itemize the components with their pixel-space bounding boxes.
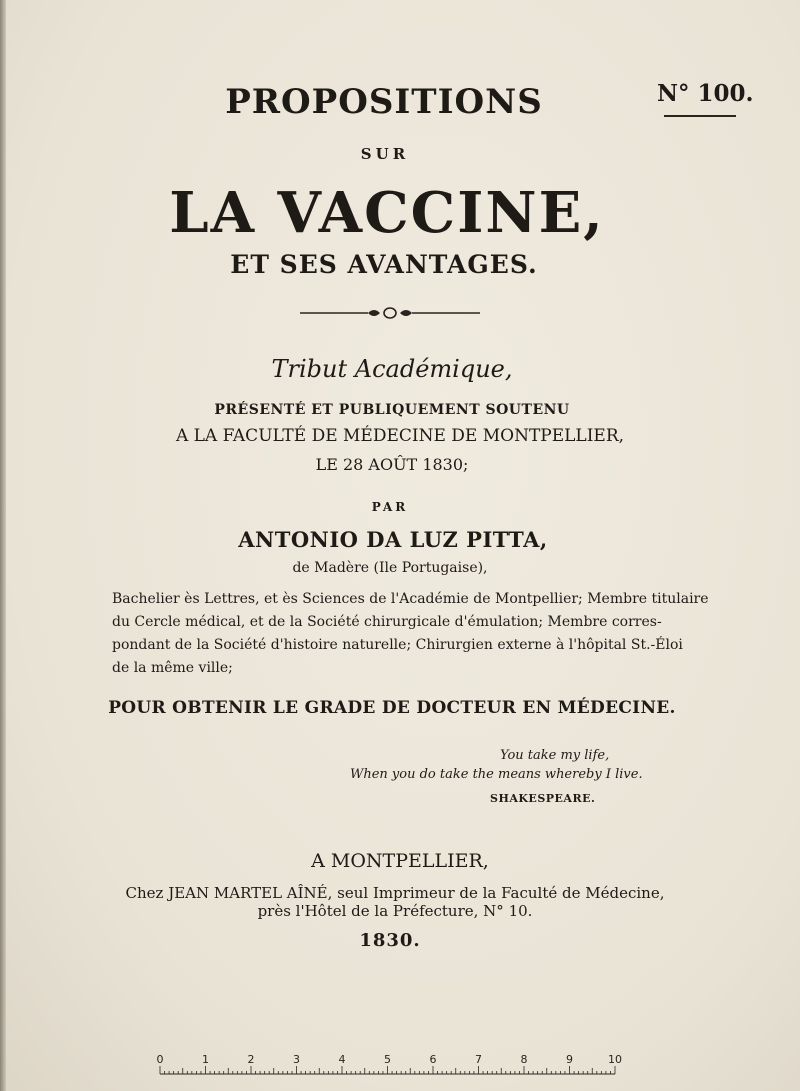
imprint-address: près l'Hôtel de la Préfecture, N° 10. (257, 902, 533, 920)
number-underline (664, 115, 736, 117)
author-qualifications (112, 588, 709, 680)
qualification-line: Bachelier ès Lettres, et ès Sciences de l'Académie de Montpellier; Membre titulaire (112, 591, 709, 607)
ruler-label: 8 (520, 1053, 528, 1066)
ruler-label: 0 (156, 1053, 164, 1066)
qualification-line: de la même ville; (112, 660, 233, 676)
epigraph-attribution: SHAKESPEARE. (490, 792, 596, 805)
degree-purpose: POUR OBTENIR LE GRADE DE DOCTEUR EN MÉDECINE. (108, 698, 676, 718)
qualification-line: pondant de la Société d'histoire naturelle; Chirurgien externe à l'hôpital St.-Éloi (112, 637, 683, 653)
title-sur: SUR (360, 145, 410, 163)
tribut-academique: Tribut Académique, (271, 355, 513, 383)
document-number: N° 100. (657, 80, 754, 107)
ruler-label: 6 (429, 1053, 437, 1066)
imprint-printer: Chez JEAN MARTEL AÎNÉ, seul Imprimeur de la Faculté de Médecine, (125, 884, 665, 902)
epigraph-line-1: You take my life, (500, 748, 610, 763)
par-label: PAR (371, 500, 409, 514)
author-name: ANTONIO DA LUZ PITTA, (238, 527, 548, 552)
date-line: LE 28 AOÛT 1830; (315, 455, 469, 474)
ruler-label: 4 (338, 1053, 346, 1066)
ruler-label: 9 (566, 1053, 573, 1066)
imprint-city: A MONTPELLIER, (311, 850, 489, 872)
presente-line: PRÉSENTÉ ET PUBLIQUEMENT SOUTENU (214, 402, 570, 418)
scale-ruler (150, 1052, 628, 1078)
ornament-divider (300, 305, 480, 321)
imprint-year: 1830. (359, 930, 421, 951)
title-propositions: PROPOSITIONS (225, 82, 543, 122)
faculte-line: A LA FACULTÉ DE MÉDECINE DE MONTPELLIER, (175, 426, 625, 446)
ruler-label: 1 (202, 1053, 209, 1066)
ruler-label: 2 (247, 1053, 255, 1066)
epigraph-line-2: When you do take the means whereby I live. (350, 767, 643, 782)
author-origin: de Madère (Ile Portugaise), (292, 560, 488, 576)
ruler-label: 10 (608, 1053, 622, 1066)
title-avantages: ET SES AVANTAGES. (230, 250, 538, 279)
qualification-line: du Cercle médical, et de la Société chirurgicale d'émulation; Membre corres- (112, 614, 662, 630)
title-la-vaccine: LA VACCINE, (169, 180, 605, 246)
ruler-label: 5 (384, 1053, 391, 1066)
ruler-label: 3 (293, 1053, 300, 1066)
ruler-label: 7 (475, 1053, 482, 1066)
